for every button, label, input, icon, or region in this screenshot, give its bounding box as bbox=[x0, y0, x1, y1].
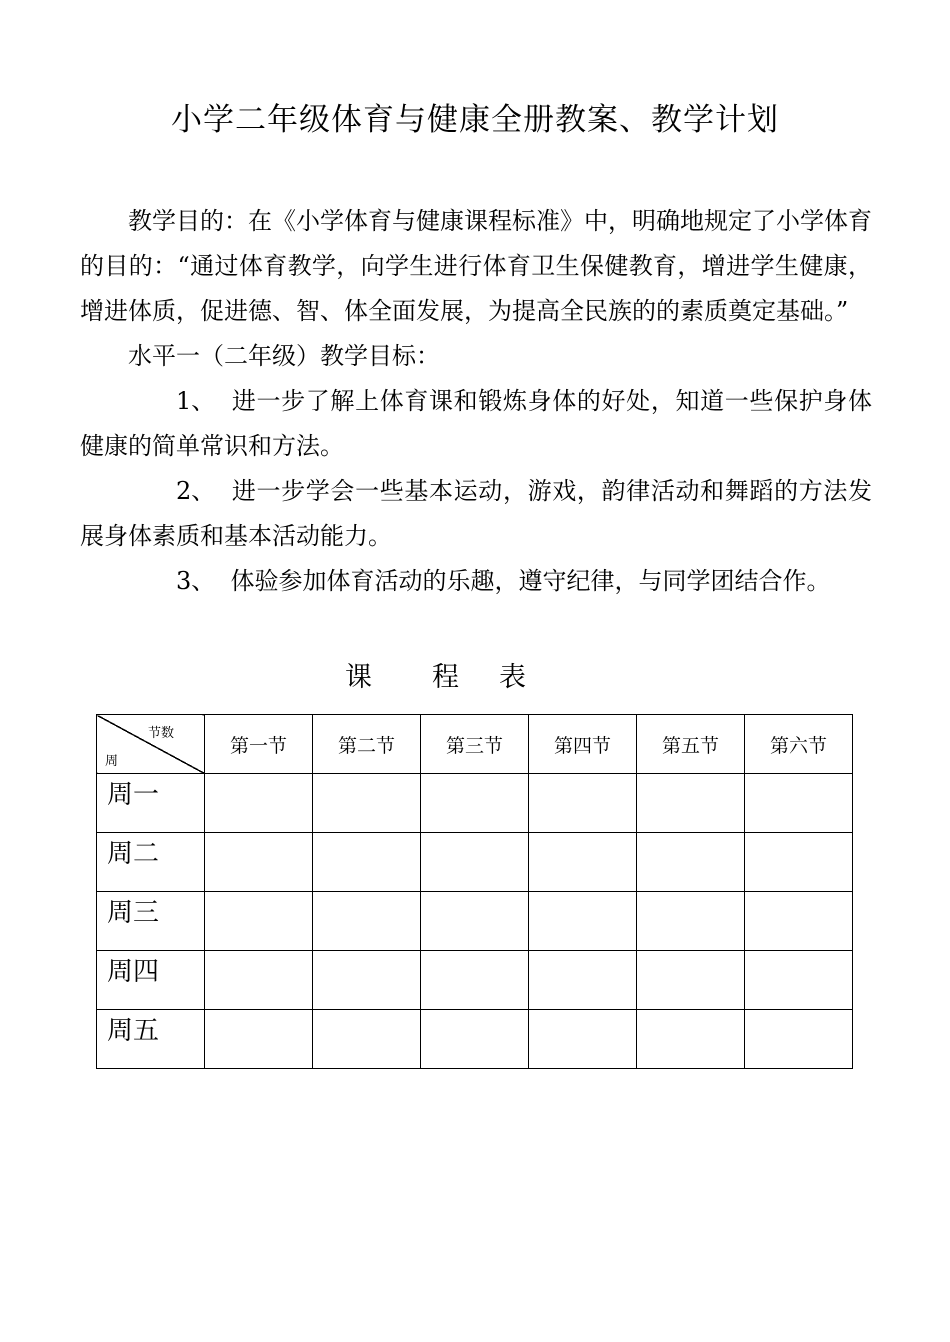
schedule-cell bbox=[421, 951, 529, 1010]
schedule-cell bbox=[637, 833, 745, 892]
schedule-title-char: 课 bbox=[345, 662, 372, 693]
row-label: 周一 bbox=[97, 774, 205, 833]
column-header: 第四节 bbox=[529, 715, 637, 774]
schedule-table bbox=[96, 714, 853, 1069]
schedule-cell bbox=[745, 951, 853, 1010]
schedule-cell bbox=[529, 774, 637, 833]
schedule-cell bbox=[745, 892, 853, 951]
schedule-title bbox=[345, 658, 526, 698]
schedule-cell bbox=[529, 833, 637, 892]
goal-item bbox=[80, 559, 872, 604]
column-header: 第一节 bbox=[205, 715, 313, 774]
row-label: 周三 bbox=[97, 892, 205, 951]
schedule-cell bbox=[745, 774, 853, 833]
schedule-header-row bbox=[97, 715, 853, 774]
row-label: 周五 bbox=[97, 1010, 205, 1069]
corner-periods-label: 节数 bbox=[147, 726, 174, 741]
document-title: 小学二年级体育与健康全册教案、教学计划 bbox=[171, 102, 779, 138]
schedule-cell bbox=[637, 892, 745, 951]
goal-item bbox=[80, 469, 872, 559]
schedule-title-char: 程 bbox=[432, 662, 459, 693]
table-row bbox=[97, 833, 853, 892]
column-header: 第六节 bbox=[745, 715, 853, 774]
document-body bbox=[80, 199, 872, 604]
schedule-cell bbox=[313, 833, 421, 892]
schedule-cell bbox=[313, 951, 421, 1010]
column-header: 第二节 bbox=[313, 715, 421, 774]
schedule-cell bbox=[637, 1010, 745, 1069]
goal-text: 体验参加体育活动的乐趣，遵守纪律，与同学团结合作。 bbox=[230, 567, 831, 595]
schedule-cell bbox=[313, 1010, 421, 1069]
goal-number: 2、 bbox=[176, 477, 216, 505]
table-row bbox=[97, 774, 853, 833]
goal-item bbox=[80, 379, 872, 469]
level-heading: 水平一（二年级）教学目标： bbox=[128, 342, 440, 370]
schedule-cell bbox=[205, 774, 313, 833]
table-row bbox=[97, 1010, 853, 1069]
column-header: 第五节 bbox=[637, 715, 745, 774]
schedule-cell bbox=[205, 1010, 313, 1069]
schedule-cell bbox=[529, 951, 637, 1010]
goal-number: 1、 bbox=[176, 387, 216, 415]
goal-text: 进一步学会一些基本运动，游戏，韵律活动和舞蹈的方法发展身体素质和基本活动能力。 bbox=[80, 477, 873, 550]
schedule-cell bbox=[745, 1010, 853, 1069]
schedule-cell bbox=[637, 774, 745, 833]
schedule-cell bbox=[421, 774, 529, 833]
schedule-cell bbox=[421, 892, 529, 951]
schedule-cell bbox=[421, 1010, 529, 1069]
schedule-cell bbox=[205, 892, 313, 951]
row-label: 周二 bbox=[97, 833, 205, 892]
corner-week-label: 周 bbox=[105, 754, 119, 769]
schedule-cell bbox=[205, 951, 313, 1010]
goal-text: 进一步了解上体育课和锻炼身体的好处，知道一些保护身体健康的简单常识和方法。 bbox=[80, 387, 873, 460]
schedule-cell bbox=[421, 833, 529, 892]
goal-number: 3、 bbox=[176, 567, 216, 595]
schedule-cell bbox=[529, 892, 637, 951]
schedule-cell bbox=[313, 892, 421, 951]
schedule-title-char: 表 bbox=[499, 662, 526, 693]
schedule-corner-cell bbox=[97, 715, 205, 774]
schedule-cell bbox=[313, 774, 421, 833]
schedule-cell bbox=[529, 1010, 637, 1069]
schedule-cell bbox=[205, 833, 313, 892]
schedule-cell bbox=[637, 951, 745, 1010]
row-label: 周四 bbox=[97, 951, 205, 1010]
table-row bbox=[97, 951, 853, 1010]
schedule-cell bbox=[745, 833, 853, 892]
purpose-paragraph: 教学目的：在《小学体育与健康课程标准》中，明确地规定了小学体育的目的：“通过体育教学，向学生进行体育卫生保健教育，增进学生健康，增进体质，促进德、智、体全面发展，为提高全民族的的素质奠定基础。” bbox=[80, 207, 872, 325]
table-row bbox=[97, 892, 853, 951]
column-header: 第三节 bbox=[421, 715, 529, 774]
